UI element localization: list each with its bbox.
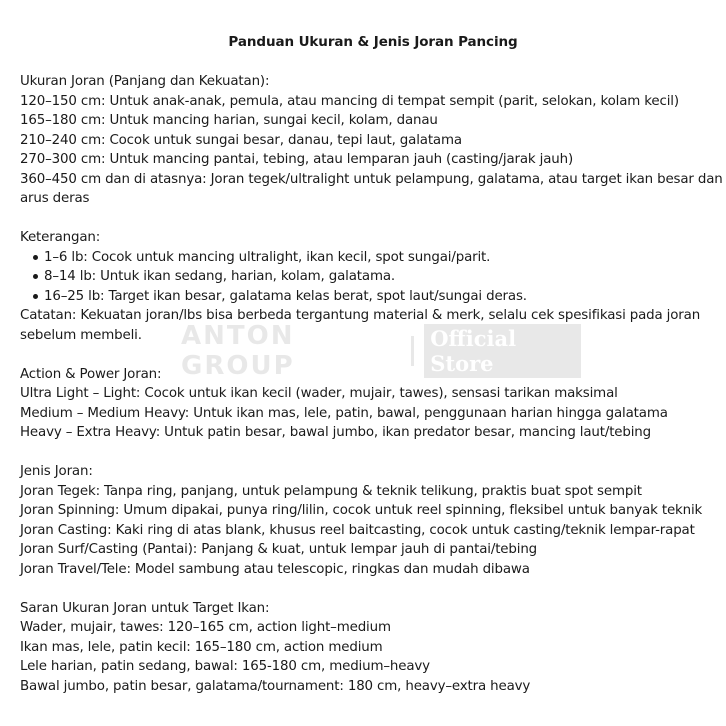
section-keterangan [20, 228, 726, 345]
ukuran-line: 210–240 cm: Cocok untuk sungai besar, danau, tepi laut, galatama [20, 132, 462, 148]
section-action [20, 365, 726, 443]
spacer [20, 579, 726, 599]
saran-line: Bawal jumbo, patin besar, galatama/tournament: 180 cm, heavy–extra heavy [20, 678, 531, 694]
section-ukuran [20, 72, 726, 209]
section-heading-jenis: Jenis Joran: [20, 464, 93, 479]
jenis-line: Joran Casting: Kaki ring di atas blank, khusus reel baitcasting, cocok untuk casting/teknik lempar-rapat [20, 522, 695, 538]
jenis-line: Joran Surf/Casting (Pantai): Panjang & kuat, untuk lempar jauh di pantai/tebing [20, 542, 538, 557]
jenis-line: Joran Spinning: Umum dipakai, punya ring/lilin, cocok untuk reel spinning, fleksibel untuk banyak teknik [20, 503, 703, 518]
section-heading-keterangan: Keterangan: [20, 230, 101, 245]
spacer [20, 345, 726, 365]
ukuran-line: 360–450 cm dan di atasnya: Joran tegek/ultralight untuk pelampung, galatama, atau target ikan besar dan arus deras [20, 171, 723, 206]
section-heading-action: Action & Power Joran: [20, 366, 162, 382]
document-title: Panduan Ukuran & Jenis Joran Pancing [228, 34, 518, 50]
ukuran-line: 270–300 cm: Untuk mancing pantai, tebing, atau lemparan jauh (casting/jarak jauh) [20, 152, 574, 167]
keterangan-list [20, 248, 726, 307]
document-body [20, 72, 726, 696]
action-line: Heavy – Extra Heavy: Untuk patin besar, bawal jumbo, ikan predator besar, mancing laut/tebing [20, 425, 651, 440]
saran-line: Lele harian, patin sedang, bawal: 165-180 cm, medium–heavy [20, 659, 430, 674]
keterangan-bullet: 8–14 lb: Untuk ikan sedang, harian, kolam, galatama. [44, 267, 726, 287]
saran-line: Wader, mujair, tawes: 120–165 cm, action light–medium [20, 620, 391, 635]
section-heading-saran: Saran Ukuran Joran untuk Target Ikan: [20, 600, 270, 616]
keterangan-note: Catatan: Kekuatan joran/lbs bisa berbeda tergantung material & merk, selalu cek spesifikasi pada joran sebelum membeli. [20, 308, 701, 343]
watermark-brand: ANTON GROUP [181, 321, 295, 381]
jenis-line: Joran Travel/Tele: Model sambung atau telescopic, ringkas dan mudah dibawa [20, 561, 530, 577]
jenis-line: Joran Tegek: Tanpa ring, panjang, untuk pelampung & teknik telikung, praktis buat spot sempit [20, 483, 642, 499]
spacer [20, 443, 726, 463]
section-saran [20, 599, 726, 697]
section-heading-ukuran: Ukuran Joran (Panjang dan Kekuatan): [20, 74, 270, 89]
saran-line: Ikan mas, lele, patin kecil: 165–180 cm, action medium [20, 639, 383, 655]
watermark-store: Official Store [424, 324, 581, 378]
action-line: Ultra Light – Light: Cocok untuk ikan kecil (wader, mujair, tawes), sensasi tarikan maksimal [20, 386, 618, 401]
keterangan-bullet: 16–25 lb: Target ikan besar, galatama kelas berat, spot laut/sungai deras. [44, 287, 726, 307]
spacer [20, 209, 726, 229]
keterangan-bullet: 1–6 lb: Cocok untuk mancing ultralight, ikan kecil, spot sungai/parit. [44, 248, 726, 268]
ukuran-line: 120–150 cm: Untuk anak-anak, pemula, atau mancing di tempat sempit (parit, selokan, kolam kecil) [20, 93, 679, 109]
section-jenis [20, 462, 726, 579]
action-line: Medium – Medium Heavy: Untuk ikan mas, lele, patin, bawal, penggunaan harian hingga galatama [20, 405, 668, 421]
ukuran-line: 165–180 cm: Untuk mancing harian, sungai kecil, kolam, danau [20, 113, 438, 128]
